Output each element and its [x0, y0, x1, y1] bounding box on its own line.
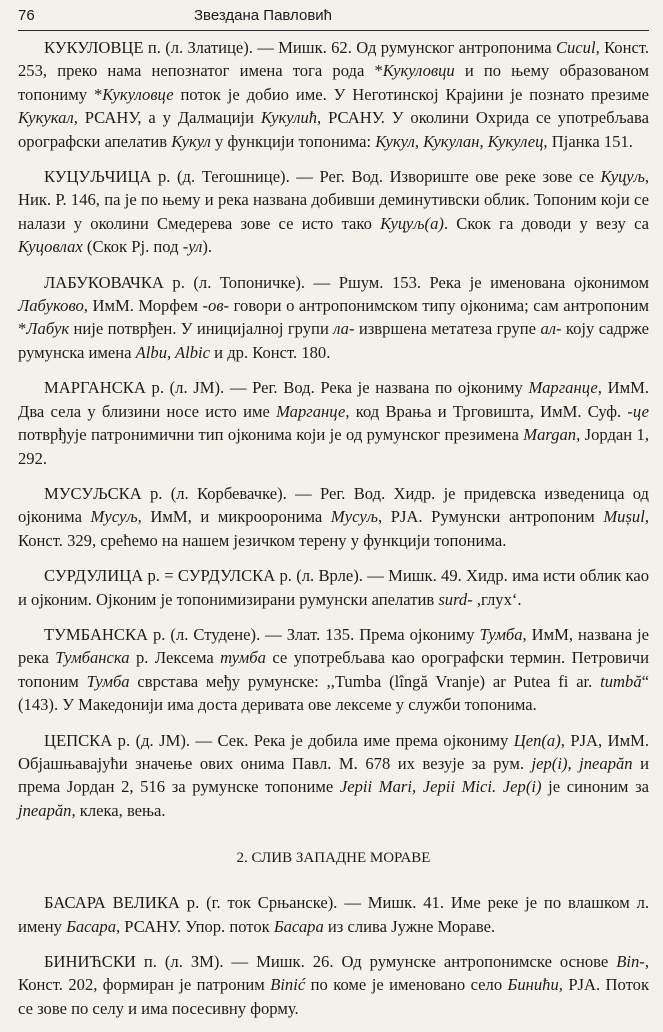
- italic-term: Albu, Albic: [135, 342, 211, 362]
- entries-list: [18, 36, 649, 822]
- entry-text: СУРДУЛИЦА р. = СУРДУЛСКА р. (л. Врле). — Мишк. 49. Хидр. има исти облик као и ојконим. Ојконим је топонимизирани румунски апелатив: [18, 566, 649, 609]
- italic-term: -ов-: [202, 296, 230, 316]
- entry-text: , ИмМ. Морфем: [83, 296, 203, 316]
- entry-text: КУЦУЉЧИЦА р. (д. Тегошнице). — Рег. Вод. Извориште ове реке зове се: [44, 167, 601, 187]
- italic-term: Тумба: [86, 671, 130, 691]
- entry-text: ЛАБУКОВАЧКА р. (л. Топоничке). — Ршум. 153. Река је именована ојконимом: [44, 272, 649, 292]
- page-header: [18, 4, 649, 31]
- entry-basara-velika: [18, 891, 649, 938]
- entry-text: БАСАРА ВЕЛИКА р. (г. ток Срњанске). — Мишк. 41. Име реке је по влашком л. имену: [18, 893, 649, 936]
- entry-text: из слива Јужне Мораве.: [323, 916, 496, 936]
- entry-text: БИНИЋСКИ п. (л. ЗМ). — Мишк. 26. Од румунске антропонимске основе: [44, 952, 617, 971]
- entry-text: није потврђен. У иницијалној групи: [69, 319, 334, 339]
- entry-text: , ИмМ, и микрооронима: [137, 507, 331, 527]
- entry-text: , Пјанка 151.: [543, 131, 633, 151]
- entry-text: ,глух‘.: [472, 589, 522, 609]
- italic-term: Марганце: [528, 378, 598, 398]
- entry-kukulovce: [18, 36, 649, 153]
- italic-term: ла-: [333, 319, 355, 339]
- italic-term: Jepii Mari, Jepii Mici. Jep(i): [339, 777, 542, 797]
- italic-term: Мусуљ: [330, 507, 378, 527]
- entry-text: МУСУЉСКА р. (л. Корбевачке). — Рег. Вод. Хидр. је придевска изведеница од ојконима: [18, 483, 649, 527]
- italic-term: Кукул: [171, 131, 211, 151]
- page-number: 76: [18, 7, 35, 24]
- entry-text: по коме је именовано село: [305, 975, 508, 995]
- italic-term: Бинићи: [507, 975, 559, 995]
- italic-term: тумба: [220, 648, 266, 668]
- entry-text: говори о антропонимском типу ојконима; сам антропоним *: [18, 296, 649, 339]
- italic-term: Мусуљ: [90, 507, 138, 527]
- entry-text: и по њему образованом топониму *: [18, 61, 649, 104]
- entry-text: , код Врања и Трговишта, ИмМ. Суф.: [345, 401, 628, 421]
- italic-term: Кукулић: [260, 108, 318, 128]
- italic-term: Кукуловце: [102, 84, 174, 104]
- entry-text: КУКУЛОВЦЕ п. (л. Златице). — Мишк. 62. Од румунског антропонима: [44, 38, 556, 57]
- italic-term: Куцуљ(а): [380, 213, 444, 233]
- italic-term: Тумба: [479, 624, 523, 644]
- entry-labukovacka: [18, 271, 649, 365]
- italic-term: Куцовлах: [18, 237, 83, 257]
- italic-term: Басара: [66, 916, 116, 936]
- entry-musuljska: [18, 482, 649, 552]
- entry-text: , клека, вења.: [71, 800, 166, 820]
- entry-text: ТУМБАНСКА р. (л. Студене). — Злат. 135. Према ојкониму: [44, 624, 480, 644]
- section-heading: 2. СЛИВ ЗАПАДНЕ МОРАВЕ: [236, 850, 431, 867]
- entry-text: , ИмМ, названа је река: [18, 624, 650, 668]
- italic-term: tumbă: [600, 671, 642, 691]
- italic-term: surd-: [438, 589, 473, 609]
- entry-text: , ИмМ. Два села у близини носе исто име: [18, 378, 649, 421]
- entry-text: “ (143). У Македонији има доста деривата ове лексеме у служби топонима.: [18, 671, 649, 715]
- entry-text: , Конст. 253, преко нама непознатог имена тога рода *: [18, 38, 650, 81]
- italic-term: Mușul: [603, 507, 645, 527]
- italic-term: Кукул, Кукулан, Кукулец: [375, 131, 544, 151]
- entry-text: , Ник. Р. 146, па је по њему и река названа добивши деминутивски облик. Топоним који се налази у околини Смедерева зове се исто тако: [18, 167, 649, 233]
- italic-term: -ул: [182, 237, 203, 257]
- italic-term: -це: [627, 401, 649, 421]
- italic-term: Кукуловци: [382, 61, 455, 81]
- italic-term: Куцуљ: [600, 167, 645, 187]
- entry-text: сврстава међу румунске: ,,Tumba (lîngă Vranje) ar Putea fi ar.: [129, 671, 601, 691]
- italic-term: Кукукал: [18, 108, 74, 128]
- entry-text: је синоним за: [541, 777, 649, 797]
- entry-text: , РЈА, ИмМ. Објашњавајући значење ових онима Павл. М. 678 их везује за рум.: [18, 730, 649, 773]
- italic-term: Bin-: [616, 952, 645, 971]
- entry-text: . Скок га доводи у везу са: [443, 213, 649, 233]
- italic-term: Лабук: [26, 319, 70, 339]
- entry-binicski: [18, 950, 649, 1020]
- italic-term: Басара: [273, 916, 324, 936]
- italic-term: Тумбанска: [55, 648, 130, 668]
- entry-text: МАРГАНСКА р. (л. ЈМ). — Рег. Вод. Река је названа по ојкониму: [44, 378, 529, 398]
- page-content: [18, 36, 649, 1032]
- entry-text: , Конст. 202, формиран је патроним: [18, 952, 649, 995]
- entry-surdulica: [18, 564, 649, 611]
- entry-text: , РСАНУ. У околини Охрида се употребљава орографски апелатив: [18, 108, 649, 151]
- entry-text: коју садрже румунска имена: [18, 319, 649, 362]
- entry-text: , РСАНУ, а у Далмацији: [73, 108, 261, 128]
- entry-text: ).: [202, 237, 213, 257]
- italic-term: Лабуково: [18, 296, 84, 316]
- entry-text: , Конст. 329, срећемо на нашем језичком терену у функцији топонима.: [18, 507, 649, 550]
- entry-text: , РЈА. Поток се зове по селу и има посесивну форму.: [18, 975, 650, 1018]
- entry-text: и др. Конст. 180.: [210, 342, 331, 362]
- entry-text: , Јордан 1, 292.: [18, 425, 650, 468]
- entry-text: извршена метатеза групе: [354, 319, 541, 339]
- entries-list-after-section: [18, 891, 649, 1020]
- entry-text: у функцији топонима:: [210, 131, 376, 151]
- entry-marganska: [18, 376, 649, 470]
- entry-text: поток је добио име. У Неготинској Крајини је познато презиме: [173, 84, 649, 104]
- entry-cepska: [18, 729, 649, 823]
- italic-term: Margan: [523, 425, 577, 445]
- italic-term: jep(i), jneapăn: [531, 753, 633, 773]
- running-head: Звездана Павловић: [194, 7, 333, 24]
- italic-term: Binić: [270, 975, 306, 995]
- italic-term: Цеп(а): [513, 730, 561, 750]
- entry-text: потврђује патронимични тип ојконима који је од румунског презимена: [18, 425, 524, 445]
- entry-text: , РЈА. Румунски антропоним: [377, 507, 604, 527]
- entry-text: (Скок Рј. под: [82, 237, 183, 257]
- entry-kucuqica: [18, 165, 649, 259]
- entry-tumbanska: [18, 623, 649, 717]
- italic-term: Марганце: [276, 401, 346, 421]
- entry-text: ЦЕПСКА р. (д. ЈМ). — Сек. Река је добила име према ојкониму: [44, 730, 514, 750]
- entry-text: и према Јордан 2, 516 за румунске топониме: [18, 753, 649, 797]
- italic-term: ал-: [540, 319, 562, 339]
- entry-text: се употребљава као орографски термин. Петровичи топоним: [18, 648, 649, 691]
- entry-text: р. Лексема: [129, 648, 221, 668]
- entry-text: , РСАНУ. Упор. поток: [116, 916, 274, 936]
- italic-term: jneapăn: [18, 800, 72, 820]
- italic-term: Cucul: [555, 38, 596, 57]
